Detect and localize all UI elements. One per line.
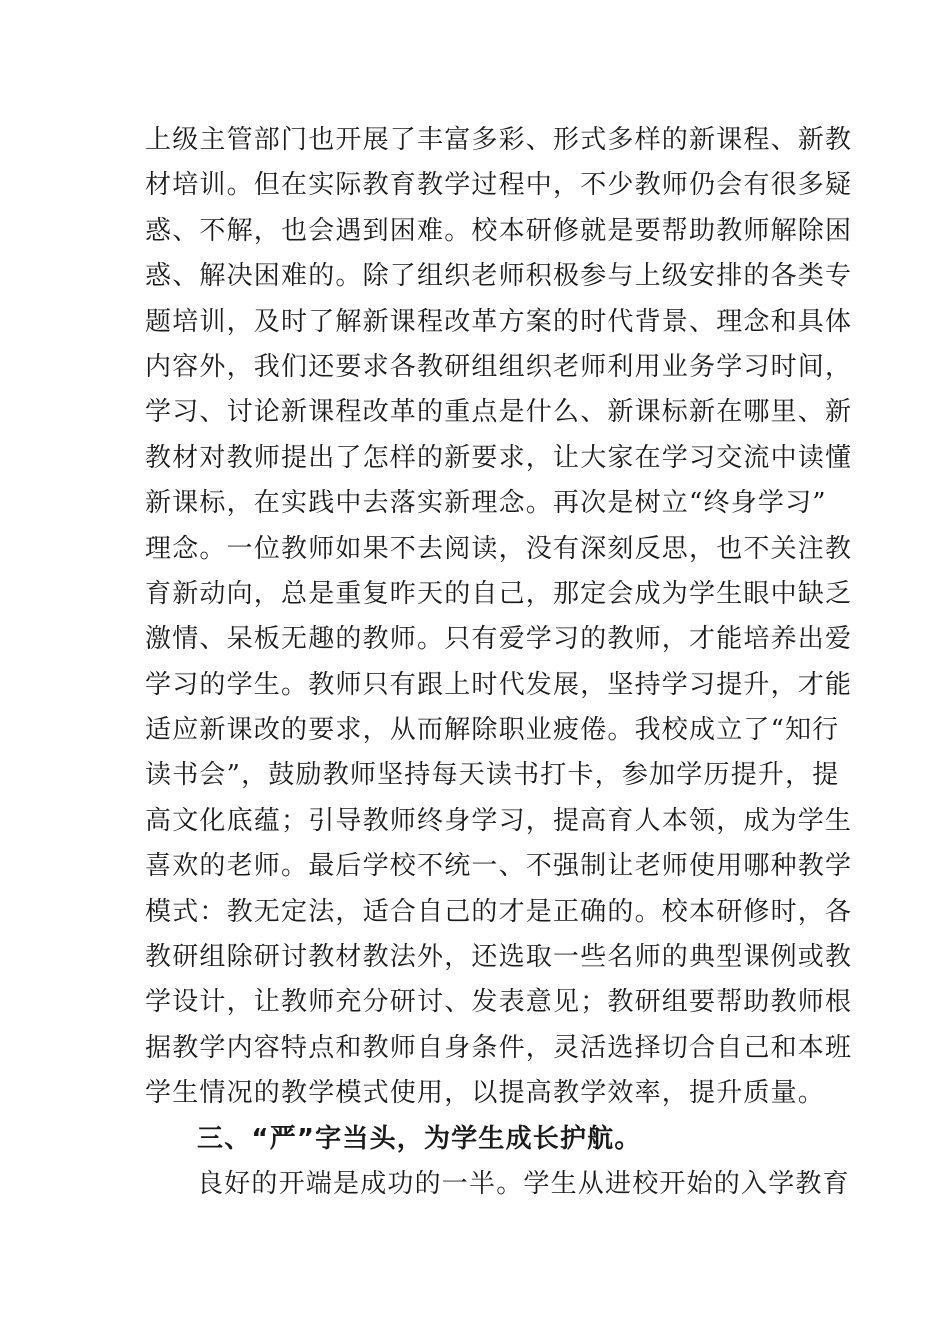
text-line: 教材对教师提出了怎样的新要求，让大家在学习交流中读懂 [145,442,853,473]
text-line: 材培训。但在实际教育教学过程中，不少教师仍会有很多疑 [145,170,853,201]
text-line: 喜欢的老师。最后学校不统一、不强制让老师使用哪种教学 [145,851,853,882]
text-line: 题培训，及时了解新课程改革方案的时代背景、理念和具体 [145,306,853,337]
text-line: 学设计，让教师充分研讨、发表意见；教研组要帮助教师根 [145,987,853,1018]
text-line: 理念。一位教师如果不去阅读，没有深刻反思，也不关注教 [145,533,853,564]
text-line: 激情、呆板无趣的教师。只有爱学习的教师，才能培养出爱 [145,624,853,655]
text-line: 学生情况的教学模式使用，以提高教学效率，提升质量。 [145,1078,826,1109]
text-line: 内容外，我们还要求各教研组组织老师利用业务学习时间， [145,351,853,382]
text-line: 学习、讨论新课程改革的重点是什么、新课标新在哪里、新 [145,397,853,428]
body-text [145,118,853,1207]
text-line: 读书会”，鼓励教师坚持每天读书打卡，参加学历提升，提 [145,760,840,791]
text-line: 上级主管部门也开展了丰富多彩、形式多样的新课程、新教 [145,125,853,155]
text-line: 育新动向，总是重复昨天的自己，那定会成为学生眼中缺乏 [145,578,853,609]
text-line: 高文化底蕴；引导教师终身学习，提高育人本领，成为学生 [145,805,853,836]
text-line: 新课标，在实践中去落实新理念。再次是树立“终身学习” [145,488,827,519]
text-line: 惑、不解，也会遇到困难。校本研修就是要帮助教师解除困 [145,215,853,246]
text-line: 教研组除研讨教材教法外，还选取一些名师的典型课例或教 [145,942,853,973]
text-line: 学习的学生。教师只有跟上时代发展，坚持学习提升，才能 [145,669,853,700]
text-line: 据教学内容特点和教师自身条件，灵活选择切合自己和本班 [145,1032,853,1063]
text-line: 惑、解决困难的。除了组织老师积极参与上级安排的各类专 [145,261,853,292]
section-heading: 三、“严”字当头，为学生成长护航。 [197,1123,642,1154]
text-line: 适应新课改的要求，从而解除职业疲倦。我校成立了“知行 [145,715,840,746]
text-line: 良好的开端是成功的一半。学生从进校开始的入学教育 [197,1168,850,1199]
text-line: 模式：教无定法，适合自己的才是正确的。校本研修时，各 [145,896,853,927]
